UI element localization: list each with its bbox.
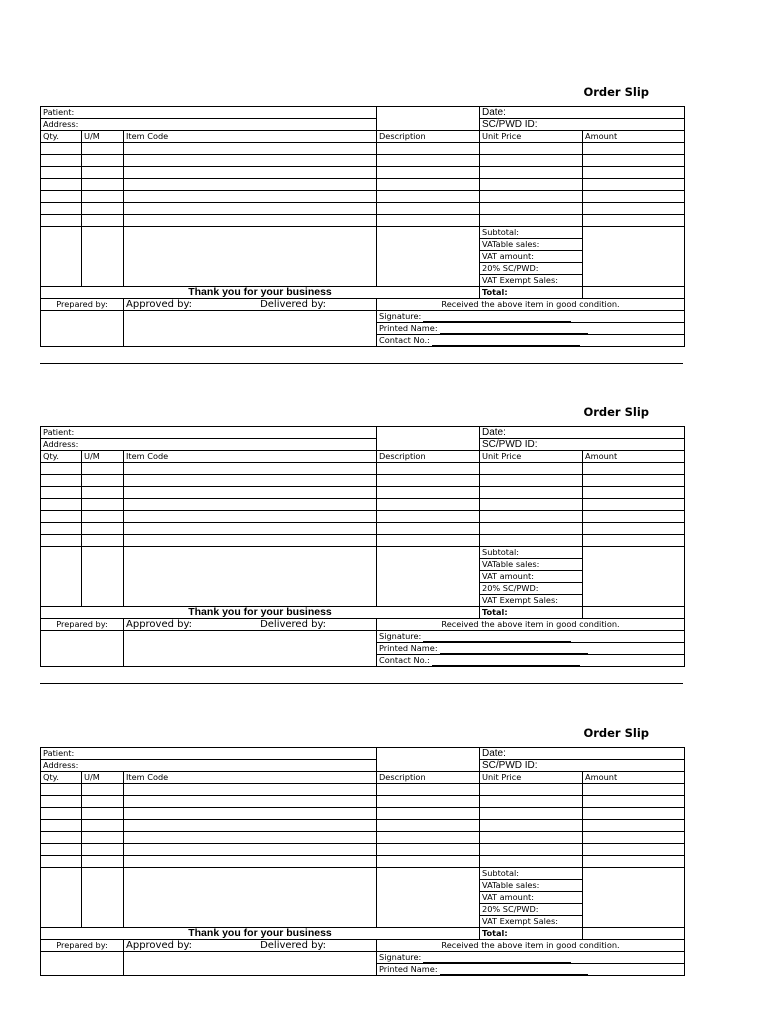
- summary-vat-amount: VAT amount:: [480, 251, 583, 263]
- scpwd-label: SC/PWD ID:: [480, 439, 685, 451]
- item-cell[interactable]: [377, 167, 480, 179]
- total-label: Total:: [480, 287, 583, 299]
- item-cell[interactable]: [41, 856, 82, 868]
- signature-row: [41, 952, 685, 964]
- summary-subtotal: Subtotal:: [480, 227, 583, 239]
- item-cell[interactable]: [82, 511, 124, 523]
- item-cell[interactable]: [82, 523, 124, 535]
- item-cell[interactable]: [41, 808, 82, 820]
- summary-vatable: VATable sales:: [480, 880, 583, 892]
- item-cell[interactable]: [480, 856, 583, 868]
- patient-label: Patient:: [41, 427, 377, 439]
- summary-sc-pwd: 20% SC/PWD:: [480, 583, 583, 595]
- summary-row: [41, 239, 685, 251]
- item-cell[interactable]: [480, 179, 583, 191]
- summary-row: [41, 275, 685, 287]
- thanks-message: Thank you for your business: [41, 928, 480, 940]
- item-cell[interactable]: [583, 191, 685, 203]
- item-cell[interactable]: [480, 832, 583, 844]
- address-row: [41, 760, 685, 772]
- item-cell[interactable]: [124, 499, 377, 511]
- item-cell[interactable]: [583, 796, 685, 808]
- item-row: [41, 179, 685, 191]
- item-cell[interactable]: [82, 535, 124, 547]
- item-cell[interactable]: [124, 523, 377, 535]
- item-cell[interactable]: [583, 820, 685, 832]
- item-cell[interactable]: [480, 808, 583, 820]
- item-cell[interactable]: [124, 784, 377, 796]
- col-description: Description: [377, 131, 480, 143]
- item-row: [41, 523, 685, 535]
- delivered-by-label: Delivered by:: [260, 619, 327, 630]
- item-cell[interactable]: [41, 844, 82, 856]
- prepared-by-box: [41, 952, 124, 976]
- item-cell[interactable]: [41, 832, 82, 844]
- col-amount: Amount: [583, 772, 685, 784]
- signature-row: [41, 311, 685, 323]
- cut-line: [40, 683, 683, 684]
- total-label: Total:: [480, 928, 583, 940]
- col-item-code: Item Code: [124, 131, 377, 143]
- item-cell[interactable]: [377, 143, 480, 155]
- date-label: Date:: [480, 748, 685, 760]
- approved-by-label: Approved by:: [126, 940, 193, 951]
- address-row: [41, 439, 685, 451]
- slip-title: Order Slip: [583, 726, 649, 740]
- item-row: [41, 499, 685, 511]
- item-cell[interactable]: [583, 832, 685, 844]
- item-cell[interactable]: [377, 844, 480, 856]
- item-cell[interactable]: [377, 832, 480, 844]
- item-row: [41, 511, 685, 523]
- item-cell[interactable]: [124, 820, 377, 832]
- item-cell[interactable]: [583, 167, 685, 179]
- item-cell[interactable]: [124, 856, 377, 868]
- item-cell[interactable]: [41, 203, 82, 215]
- summary-row: [41, 880, 685, 892]
- item-row: [41, 215, 685, 227]
- item-cell[interactable]: [377, 487, 480, 499]
- received-statement: Received the above item in good condition.: [377, 299, 685, 311]
- column-header-row: [41, 131, 685, 143]
- item-cell[interactable]: [377, 535, 480, 547]
- item-cell[interactable]: [124, 463, 377, 475]
- delivered-by-label: Delivered by:: [260, 299, 327, 310]
- item-cell[interactable]: [41, 167, 82, 179]
- col-unit-price: Unit Price: [480, 131, 583, 143]
- item-cell[interactable]: [41, 535, 82, 547]
- item-cell[interactable]: [82, 179, 124, 191]
- col-unit-price: Unit Price: [480, 451, 583, 463]
- item-cell[interactable]: [377, 215, 480, 227]
- signature-field[interactable]: Signature:: [377, 311, 685, 323]
- item-cell[interactable]: [583, 143, 685, 155]
- col-um: U/M: [82, 131, 124, 143]
- patient-row: [41, 427, 685, 439]
- item-cell[interactable]: [377, 523, 480, 535]
- address-label: Address:: [41, 439, 377, 451]
- patient-label: Patient:: [41, 107, 377, 119]
- item-row: [41, 832, 685, 844]
- received-statement: Received the above item in good condition.: [377, 940, 685, 952]
- date-label: Date:: [480, 107, 685, 119]
- item-cell[interactable]: [41, 499, 82, 511]
- scpwd-label: SC/PWD ID:: [480, 760, 685, 772]
- summary-sc-pwd: 20% SC/PWD:: [480, 904, 583, 916]
- item-cell[interactable]: [41, 475, 82, 487]
- summary-vat-amount: VAT amount:: [480, 571, 583, 583]
- item-cell[interactable]: [377, 463, 480, 475]
- col-description: Description: [377, 451, 480, 463]
- item-cell[interactable]: [124, 215, 377, 227]
- item-cell[interactable]: [377, 179, 480, 191]
- scpwd-label: SC/PWD ID:: [480, 119, 685, 131]
- item-cell[interactable]: [377, 499, 480, 511]
- item-cell[interactable]: [124, 475, 377, 487]
- thanks-message: Thank you for your business: [41, 607, 480, 619]
- item-cell[interactable]: [41, 463, 82, 475]
- col-unit-price: Unit Price: [480, 772, 583, 784]
- item-cell[interactable]: [480, 820, 583, 832]
- item-cell[interactable]: [583, 155, 685, 167]
- item-cell[interactable]: [480, 499, 583, 511]
- item-cell[interactable]: [480, 511, 583, 523]
- item-cell[interactable]: [41, 511, 82, 523]
- summary-sc-pwd: 20% SC/PWD:: [480, 263, 583, 275]
- col-qty: Qty.: [41, 451, 82, 463]
- item-cell[interactable]: [583, 215, 685, 227]
- item-cell[interactable]: [583, 844, 685, 856]
- item-cell[interactable]: [480, 487, 583, 499]
- summary-vat-exempt: VAT Exempt Sales:: [480, 275, 583, 287]
- item-cell[interactable]: [480, 203, 583, 215]
- roles-cell: [124, 619, 377, 631]
- prepared-by-box: [41, 631, 124, 667]
- signature-field[interactable]: Signature:: [377, 631, 685, 643]
- prepared-by-label: Prepared by:: [41, 940, 124, 952]
- item-row: [41, 535, 685, 547]
- item-cell[interactable]: [82, 820, 124, 832]
- summary-row: [41, 583, 685, 595]
- approved-by-label: Approved by:: [126, 299, 193, 310]
- col-amount: Amount: [583, 131, 685, 143]
- item-cell[interactable]: [124, 191, 377, 203]
- item-cell[interactable]: [480, 215, 583, 227]
- approved-delivered-box: [124, 952, 377, 976]
- summary-row: [41, 904, 685, 916]
- summary-row: [41, 559, 685, 571]
- summary-row: [41, 595, 685, 607]
- total-label: Total:: [480, 607, 583, 619]
- item-cell[interactable]: [583, 179, 685, 191]
- item-cell[interactable]: [41, 820, 82, 832]
- item-row: [41, 143, 685, 155]
- column-header-row: [41, 451, 685, 463]
- signoff-header-row: [41, 299, 685, 311]
- roles-cell: [124, 940, 377, 952]
- item-row: [41, 796, 685, 808]
- order-form-table: [40, 106, 685, 347]
- summary-vat-exempt: VAT Exempt Sales:: [480, 595, 583, 607]
- item-cell[interactable]: [41, 191, 82, 203]
- item-row: [41, 844, 685, 856]
- item-cell[interactable]: [480, 844, 583, 856]
- item-cell[interactable]: [377, 511, 480, 523]
- order-form-table: [40, 426, 685, 667]
- item-cell[interactable]: [124, 143, 377, 155]
- item-cell[interactable]: [377, 784, 480, 796]
- printed-name-field[interactable]: Printed Name:: [377, 643, 685, 655]
- item-cell[interactable]: [480, 535, 583, 547]
- item-cell[interactable]: [377, 808, 480, 820]
- summary-row: [41, 868, 685, 880]
- item-cell[interactable]: [583, 475, 685, 487]
- item-cell[interactable]: [583, 203, 685, 215]
- item-cell[interactable]: [82, 832, 124, 844]
- item-cell[interactable]: [480, 463, 583, 475]
- item-cell[interactable]: [82, 784, 124, 796]
- item-cell[interactable]: [480, 784, 583, 796]
- signature-field[interactable]: Signature:: [377, 952, 685, 964]
- roles-cell: [124, 299, 377, 311]
- col-um: U/M: [82, 772, 124, 784]
- blank-cell: [377, 107, 480, 131]
- item-cell[interactable]: [124, 155, 377, 167]
- prepared-by-label: Prepared by:: [41, 299, 124, 311]
- printed-name-field[interactable]: Printed Name:: [377, 964, 685, 976]
- signature-row: [41, 631, 685, 643]
- thanks-message: Thank you for your business: [41, 287, 480, 299]
- slip-title: Order Slip: [583, 405, 649, 419]
- item-cell[interactable]: [583, 463, 685, 475]
- col-amount: Amount: [583, 451, 685, 463]
- prepared-by-label: Prepared by:: [41, 619, 124, 631]
- item-cell[interactable]: [124, 167, 377, 179]
- summary-row: [41, 892, 685, 904]
- col-description: Description: [377, 772, 480, 784]
- item-cell[interactable]: [82, 143, 124, 155]
- summary-row: [41, 263, 685, 275]
- prepared-by-box: [41, 311, 124, 347]
- item-row: [41, 155, 685, 167]
- item-cell[interactable]: [480, 143, 583, 155]
- item-row: [41, 191, 685, 203]
- item-cell[interactable]: [124, 203, 377, 215]
- item-cell[interactable]: [377, 155, 480, 167]
- summary-row: [41, 251, 685, 263]
- patient-label: Patient:: [41, 748, 377, 760]
- summary-vatable: VATable sales:: [480, 239, 583, 251]
- item-cell[interactable]: [583, 487, 685, 499]
- item-cell[interactable]: [583, 499, 685, 511]
- blank-cell: [377, 748, 480, 772]
- approved-delivered-box: [124, 311, 377, 347]
- item-row: [41, 203, 685, 215]
- item-cell[interactable]: [41, 784, 82, 796]
- item-cell[interactable]: [480, 475, 583, 487]
- signoff-header-row: [41, 619, 685, 631]
- item-row: [41, 487, 685, 499]
- address-label: Address:: [41, 119, 377, 131]
- summary-row: [41, 916, 685, 928]
- item-cell[interactable]: [124, 808, 377, 820]
- summary-subtotal: Subtotal:: [480, 868, 583, 880]
- item-cell[interactable]: [583, 511, 685, 523]
- item-cell[interactable]: [41, 155, 82, 167]
- summary-row: [41, 571, 685, 583]
- item-row: [41, 475, 685, 487]
- address-row: [41, 119, 685, 131]
- item-cell[interactable]: [82, 155, 124, 167]
- item-cell[interactable]: [377, 475, 480, 487]
- item-cell[interactable]: [124, 832, 377, 844]
- date-label: Date:: [480, 427, 685, 439]
- item-cell[interactable]: [41, 215, 82, 227]
- received-statement: Received the above item in good condition.: [377, 619, 685, 631]
- item-cell[interactable]: [124, 179, 377, 191]
- item-cell[interactable]: [583, 535, 685, 547]
- item-row: [41, 463, 685, 475]
- col-qty: Qty.: [41, 131, 82, 143]
- patient-row: [41, 748, 685, 760]
- approved-by-label: Approved by:: [126, 619, 193, 630]
- summary-subtotal: Subtotal:: [480, 547, 583, 559]
- item-cell[interactable]: [583, 523, 685, 535]
- item-cell[interactable]: [480, 167, 583, 179]
- summary-row: [41, 547, 685, 559]
- item-cell[interactable]: [583, 784, 685, 796]
- col-item-code: Item Code: [124, 451, 377, 463]
- item-cell[interactable]: [480, 155, 583, 167]
- total-row: [41, 607, 685, 619]
- signoff-header-row: [41, 940, 685, 952]
- item-cell[interactable]: [124, 796, 377, 808]
- item-cell[interactable]: [377, 820, 480, 832]
- summary-row: [41, 227, 685, 239]
- blank-cell: [377, 427, 480, 451]
- cut-line: [40, 363, 683, 364]
- delivered-by-label: Delivered by:: [260, 940, 327, 951]
- item-cell[interactable]: [82, 475, 124, 487]
- item-cell[interactable]: [41, 523, 82, 535]
- col-qty: Qty.: [41, 772, 82, 784]
- item-cell[interactable]: [82, 499, 124, 511]
- item-cell[interactable]: [377, 203, 480, 215]
- item-row: [41, 820, 685, 832]
- item-cell[interactable]: [41, 179, 82, 191]
- item-cell[interactable]: [124, 511, 377, 523]
- column-header-row: [41, 772, 685, 784]
- item-cell[interactable]: [583, 808, 685, 820]
- item-cell[interactable]: [82, 844, 124, 856]
- col-item-code: Item Code: [124, 772, 377, 784]
- item-cell[interactable]: [82, 796, 124, 808]
- patient-row: [41, 107, 685, 119]
- item-cell[interactable]: [124, 535, 377, 547]
- slip-title: Order Slip: [583, 85, 649, 99]
- item-cell[interactable]: [41, 143, 82, 155]
- approved-delivered-box: [124, 631, 377, 667]
- summary-vatable: VATable sales:: [480, 559, 583, 571]
- item-cell[interactable]: [82, 856, 124, 868]
- item-cell[interactable]: [377, 796, 480, 808]
- item-cell[interactable]: [82, 808, 124, 820]
- contact-no-field[interactable]: Contact No.:: [377, 335, 685, 347]
- summary-vat-amount: VAT amount:: [480, 892, 583, 904]
- item-cell[interactable]: [124, 844, 377, 856]
- summary-vat-exempt: VAT Exempt Sales:: [480, 916, 583, 928]
- total-row: [41, 287, 685, 299]
- item-cell[interactable]: [583, 856, 685, 868]
- item-cell[interactable]: [377, 856, 480, 868]
- item-cell[interactable]: [82, 487, 124, 499]
- order-form-table: [40, 747, 685, 976]
- item-cell[interactable]: [377, 191, 480, 203]
- item-row: [41, 856, 685, 868]
- address-label: Address:: [41, 760, 377, 772]
- total-row: [41, 928, 685, 940]
- item-cell[interactable]: [41, 796, 82, 808]
- item-row: [41, 808, 685, 820]
- item-cell[interactable]: [82, 167, 124, 179]
- item-cell[interactable]: [82, 203, 124, 215]
- printed-name-field[interactable]: Printed Name:: [377, 323, 685, 335]
- col-um: U/M: [82, 451, 124, 463]
- item-cell[interactable]: [480, 523, 583, 535]
- item-cell[interactable]: [124, 487, 377, 499]
- contact-no-field[interactable]: Contact No.:: [377, 655, 685, 667]
- item-cell[interactable]: [82, 191, 124, 203]
- item-row: [41, 784, 685, 796]
- item-cell[interactable]: [82, 215, 124, 227]
- item-cell[interactable]: [41, 487, 82, 499]
- item-cell[interactable]: [82, 463, 124, 475]
- item-cell[interactable]: [480, 191, 583, 203]
- item-cell[interactable]: [480, 796, 583, 808]
- item-row: [41, 167, 685, 179]
